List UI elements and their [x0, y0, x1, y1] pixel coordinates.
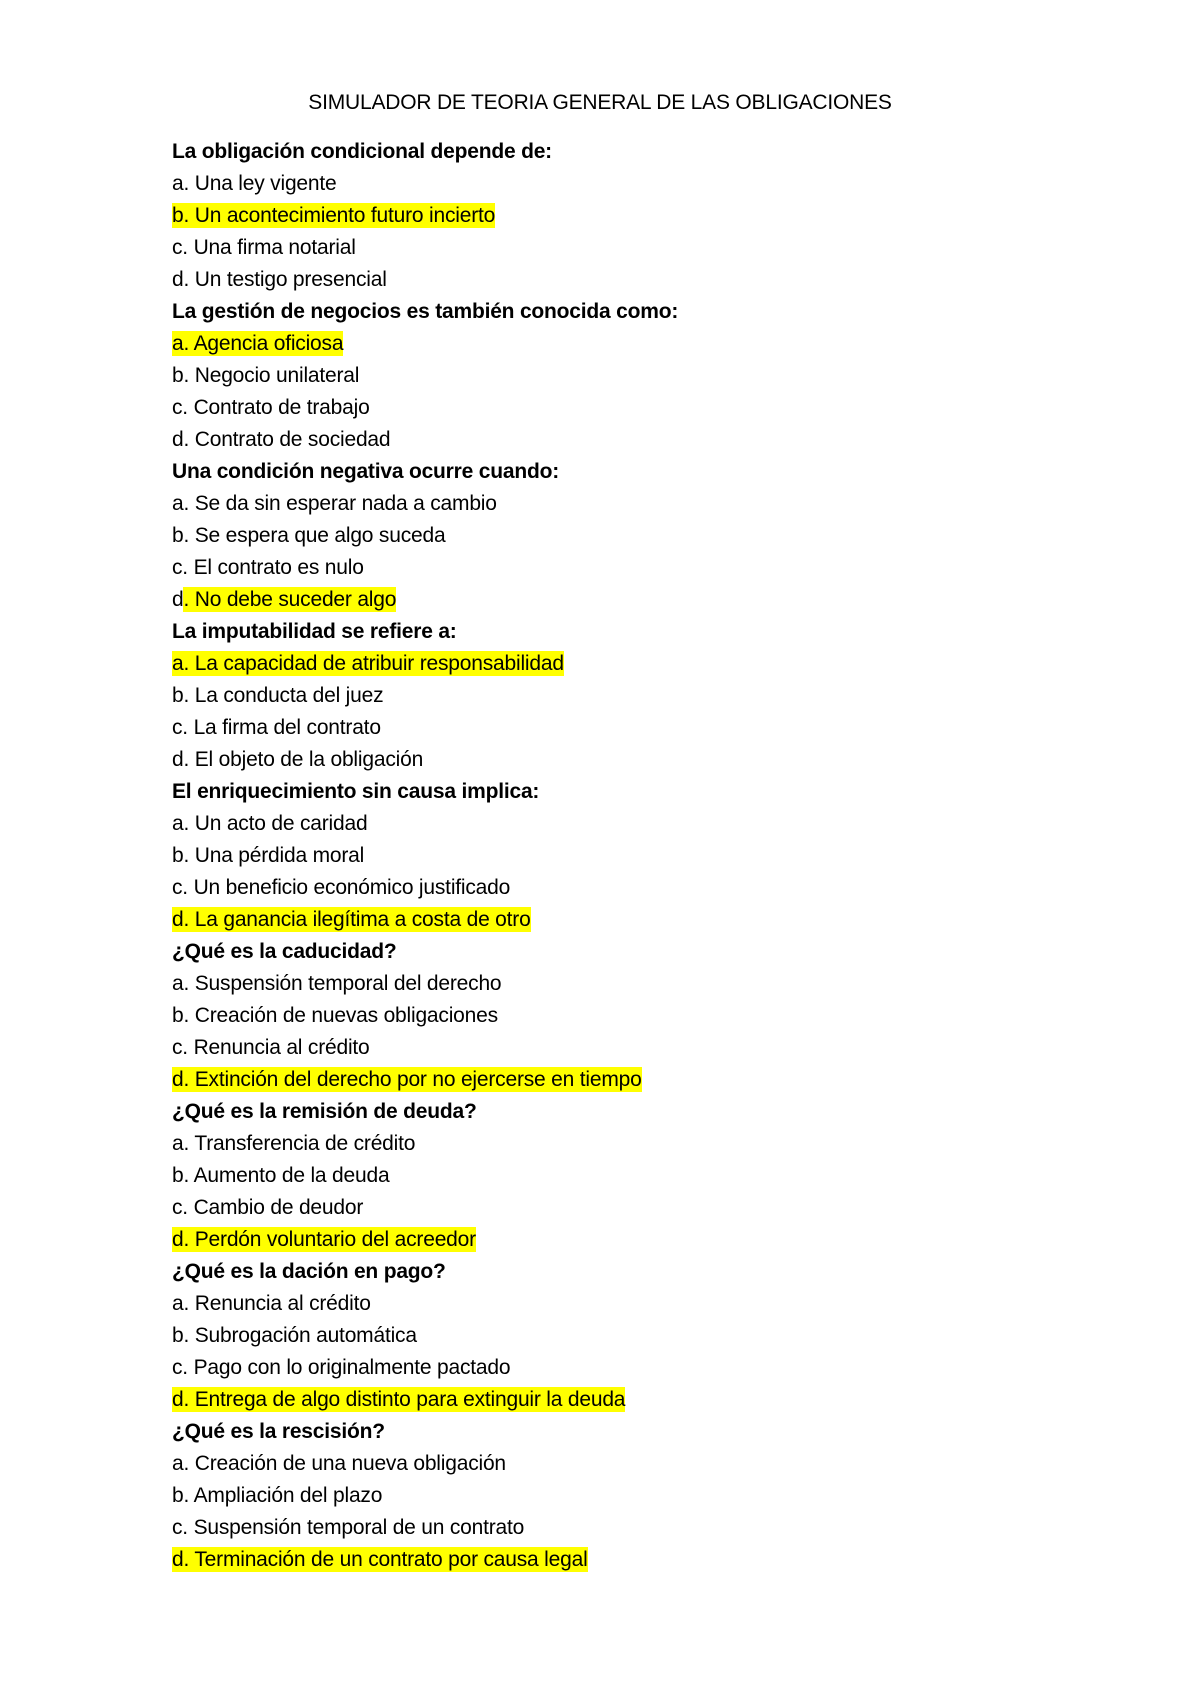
option-text: b. Un acontecimiento futuro incierto: [172, 204, 496, 227]
option-text: d. La ganancia ilegítima a costa de otro: [172, 908, 531, 931]
option-text: d. El objeto de la obligación: [172, 748, 424, 771]
option-text: d. Entrega de algo distinto para extinguir la deuda: [172, 1388, 626, 1411]
correct-answer-option: [172, 648, 1132, 680]
option-text: c. Una firma notarial: [172, 236, 356, 259]
question-text: ¿Qué es la remisión de deuda?: [172, 1100, 477, 1123]
answer-option: [172, 872, 1132, 904]
option-text: c. El contrato es nulo: [172, 556, 364, 579]
option-text: d. Perdón voluntario del acreedor: [172, 1228, 476, 1251]
answer-option: [172, 168, 1132, 200]
answer-option: [172, 1512, 1132, 1544]
option-text: d. Un testigo presencial: [172, 268, 387, 291]
question-text: ¿Qué es la caducidad?: [172, 940, 397, 963]
answer-option: [172, 1480, 1132, 1512]
correct-answer-option: [172, 584, 1132, 616]
document-title: SIMULADOR DE TEORIA GENERAL DE LAS OBLIGACIONES: [308, 91, 892, 114]
answer-option: [172, 968, 1132, 1000]
option-text: a. Agencia oficiosa: [172, 332, 344, 355]
option-text: c. Contrato de trabajo: [172, 396, 370, 419]
option-text: b. Subrogación automática: [172, 1324, 417, 1347]
question-text: La obligación condicional depende de:: [172, 140, 552, 163]
answer-option: [172, 1320, 1132, 1352]
answer-option: [172, 680, 1132, 712]
correct-answer-option: [172, 328, 1132, 360]
answer-option: [172, 264, 1132, 296]
answer-option: [172, 1160, 1132, 1192]
answer-option: [172, 392, 1132, 424]
question-text: Una condición negativa ocurre cuando:: [172, 460, 559, 483]
answer-option: [172, 488, 1132, 520]
answer-option: [172, 840, 1132, 872]
option-text: b. Una pérdida moral: [172, 844, 365, 867]
correct-answer-option: [172, 1064, 1132, 1096]
answer-option: [172, 744, 1132, 776]
option-text: a. Un acto de caridad: [172, 812, 368, 835]
answer-option: [172, 1032, 1132, 1064]
option-text: c. Suspensión temporal de un contrato: [172, 1516, 525, 1539]
option-text: d. Contrato de sociedad: [172, 428, 391, 451]
option-text: b. Se espera que algo suceda: [172, 524, 446, 547]
option-text: b. Aumento de la deuda: [172, 1164, 390, 1187]
option-text: a. Creación de una nueva obligación: [172, 1452, 506, 1475]
option-text: a. Una ley vigente: [172, 172, 337, 195]
option-text: d. Terminación de un contrato por causa legal: [172, 1548, 588, 1571]
answer-option: [172, 520, 1132, 552]
option-text: a. La capacidad de atribuir responsabilidad: [172, 652, 564, 675]
option-text: d. Extinción del derecho por no ejercerse en tiempo: [172, 1068, 642, 1091]
option-text: a. Suspensión temporal del derecho: [172, 972, 502, 995]
question-text: La imputabilidad se refiere a:: [172, 620, 457, 643]
answer-option: [172, 424, 1132, 456]
correct-answer-option: [172, 1544, 1132, 1576]
option-text: c. La firma del contrato: [172, 716, 381, 739]
correct-answer-option: [172, 904, 1132, 936]
question-text: El enriquecimiento sin causa implica:: [172, 780, 540, 803]
option-text: d. No debe suceder algo: [172, 588, 397, 611]
option-text: a. Se da sin esperar nada a cambio: [172, 492, 497, 515]
question-text: La gestión de negocios es también conocida como:: [172, 300, 679, 323]
answer-option: [172, 1192, 1132, 1224]
correct-answer-option: [172, 1384, 1132, 1416]
option-text: c. Pago con lo originalmente pactado: [172, 1356, 511, 1379]
question-text: ¿Qué es la dación en pago?: [172, 1260, 446, 1283]
answer-option: [172, 712, 1132, 744]
option-text: b. Creación de nuevas obligaciones: [172, 1004, 498, 1027]
answer-option: [172, 1448, 1132, 1480]
answer-option: [172, 808, 1132, 840]
answer-option: [172, 1352, 1132, 1384]
option-text: c. Renuncia al crédito: [172, 1036, 370, 1059]
correct-answer-option: [172, 200, 1132, 232]
answer-option: [172, 360, 1132, 392]
question-text: ¿Qué es la rescisión?: [172, 1420, 385, 1443]
option-text: c. Un beneficio económico justificado: [172, 876, 511, 899]
option-text: a. Transferencia de crédito: [172, 1132, 416, 1155]
answer-option: [172, 552, 1132, 584]
answer-option: [172, 1288, 1132, 1320]
quiz-list: [172, 136, 1132, 1576]
option-text: b. Ampliación del plazo: [172, 1484, 383, 1507]
answer-option: [172, 1128, 1132, 1160]
answer-option: [172, 1000, 1132, 1032]
answer-option: [172, 232, 1132, 264]
option-text: b. Negocio unilateral: [172, 364, 360, 387]
option-text: b. La conducta del juez: [172, 684, 384, 707]
correct-answer-option: [172, 1224, 1132, 1256]
option-text: a. Renuncia al crédito: [172, 1292, 371, 1315]
option-text: c. Cambio de deudor: [172, 1196, 364, 1219]
